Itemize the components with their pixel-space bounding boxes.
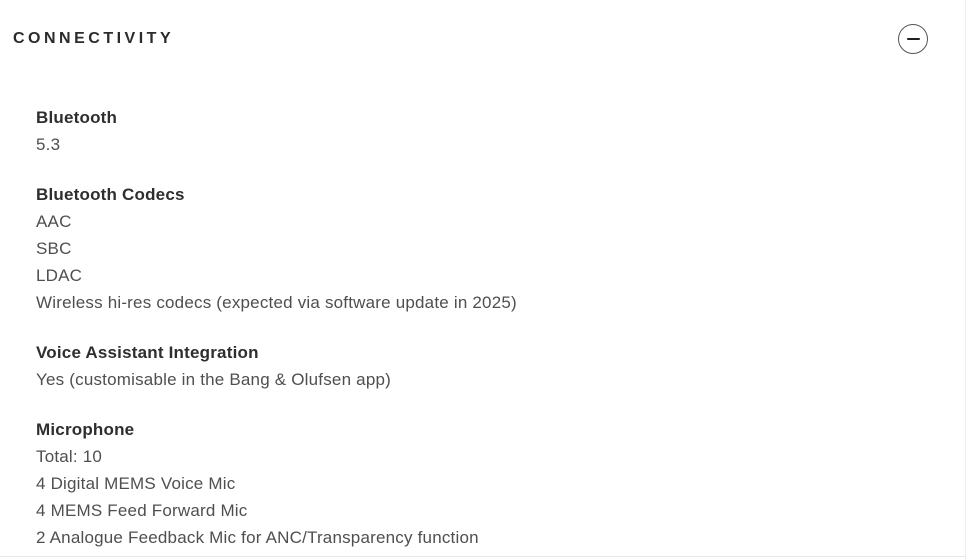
spec-groups bbox=[0, 104, 965, 551]
spec-group-label: Bluetooth Codecs bbox=[36, 185, 185, 204]
minus-icon bbox=[907, 38, 920, 41]
section-header bbox=[0, 0, 965, 54]
spec-value: SBC bbox=[36, 239, 72, 258]
spec-value: Total: 10 bbox=[36, 447, 103, 466]
spec-group-label: Microphone bbox=[36, 420, 135, 439]
section-title: CONNECTIVITY bbox=[13, 30, 175, 47]
spec-group-label: Voice Assistant Integration bbox=[36, 343, 259, 362]
spec-value: 4 MEMS Feed Forward Mic bbox=[36, 501, 248, 520]
spec-group bbox=[36, 181, 925, 316]
spec-value: 4 Digital MEMS Voice Mic bbox=[36, 474, 236, 493]
spec-value: 5.3 bbox=[36, 135, 61, 154]
spec-group-label: Bluetooth bbox=[36, 108, 118, 127]
spec-value: Wireless hi-res codecs (expected via software update in 2025) bbox=[36, 293, 517, 312]
spec-value: LDAC bbox=[36, 266, 83, 285]
spec-group bbox=[36, 416, 925, 551]
spec-group bbox=[36, 339, 925, 393]
spec-group bbox=[36, 104, 925, 158]
spec-value: 2 Analogue Feedback Mic for ANC/Transparency function bbox=[36, 528, 479, 547]
spec-value: Yes (customisable in the Bang & Olufsen app) bbox=[36, 370, 391, 389]
section-divider bbox=[0, 556, 965, 557]
spec-value: AAC bbox=[36, 212, 72, 231]
collapse-section-button[interactable] bbox=[898, 24, 928, 54]
